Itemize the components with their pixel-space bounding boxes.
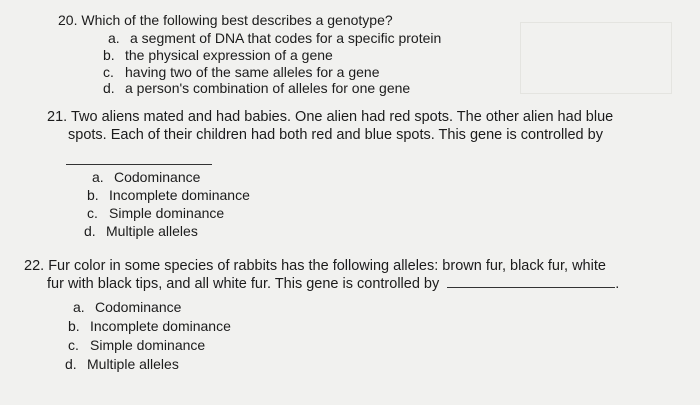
question-stem xyxy=(58,11,393,29)
option-letter: a. xyxy=(73,299,85,315)
option-text: Codominance xyxy=(114,169,201,185)
option-text: Incomplete dominance xyxy=(90,318,231,334)
option-letter: a. xyxy=(92,169,104,185)
option-b[interactable] xyxy=(87,186,250,204)
option-letter: d. xyxy=(103,80,115,96)
option-a[interactable] xyxy=(73,298,181,316)
option-letter: c. xyxy=(87,205,98,221)
option-text: a segment of DNA that codes for a specific protein xyxy=(130,30,442,46)
option-text: Multiple alleles xyxy=(106,223,198,239)
question-22 xyxy=(24,257,619,293)
option-c[interactable] xyxy=(87,204,224,222)
option-a[interactable] xyxy=(92,168,200,186)
option-letter: c. xyxy=(103,64,114,80)
option-text: Simple dominance xyxy=(90,337,206,353)
option-text: Simple dominance xyxy=(109,205,225,221)
answer-blank[interactable] xyxy=(66,150,212,169)
option-d[interactable] xyxy=(65,355,179,373)
option-d[interactable] xyxy=(103,79,410,97)
option-text: Codominance xyxy=(95,299,182,315)
option-b[interactable] xyxy=(68,317,231,335)
question-text-line2: fur with black tips, and all white fur. This gene is controlled by xyxy=(47,276,440,292)
option-d[interactable] xyxy=(84,222,198,240)
question-number: 21. xyxy=(47,109,68,125)
question-number: 20. xyxy=(58,12,78,28)
option-b[interactable] xyxy=(103,46,333,64)
option-letter: a. xyxy=(108,30,120,46)
option-letter: b. xyxy=(68,318,80,334)
option-c[interactable] xyxy=(68,336,205,354)
question-text-line2: spots. Each of their children had both red and blue spots. This gene is controlled by xyxy=(68,127,603,143)
question-stem-continued xyxy=(24,275,619,293)
question-stem xyxy=(24,257,619,275)
question-text: Which of the following best describes a genotype? xyxy=(81,12,393,28)
option-letter: b. xyxy=(87,187,99,203)
question-20 xyxy=(58,11,393,29)
question-text-line1: Fur color in some species of rabbits has the following alleles: brown fur, black fur, white xyxy=(48,258,606,274)
option-letter: b. xyxy=(103,47,115,63)
question-text-line1: Two aliens mated and had babies. One alien had red spots. The other alien had blue xyxy=(70,109,614,125)
option-text: a person's combination of alleles for one gene xyxy=(125,80,411,96)
question-21 xyxy=(47,108,613,144)
option-text: having two of the same alleles for a gene xyxy=(125,64,380,80)
question-stem xyxy=(47,108,613,126)
question-stem-continued xyxy=(47,126,613,144)
option-letter: d. xyxy=(84,223,96,239)
option-text: Incomplete dominance xyxy=(109,187,250,203)
option-letter: d. xyxy=(65,356,77,372)
option-text: the physical expression of a gene xyxy=(125,47,333,63)
option-letter: c. xyxy=(68,337,79,353)
bleed-through-table xyxy=(520,22,672,94)
option-a[interactable] xyxy=(108,29,441,47)
answer-blank-line[interactable] xyxy=(447,275,615,288)
answer-blank-line[interactable] xyxy=(66,150,212,165)
question-number: 22. xyxy=(24,258,45,274)
answer-blank-period: . xyxy=(615,276,620,292)
option-text: Multiple alleles xyxy=(87,356,179,372)
